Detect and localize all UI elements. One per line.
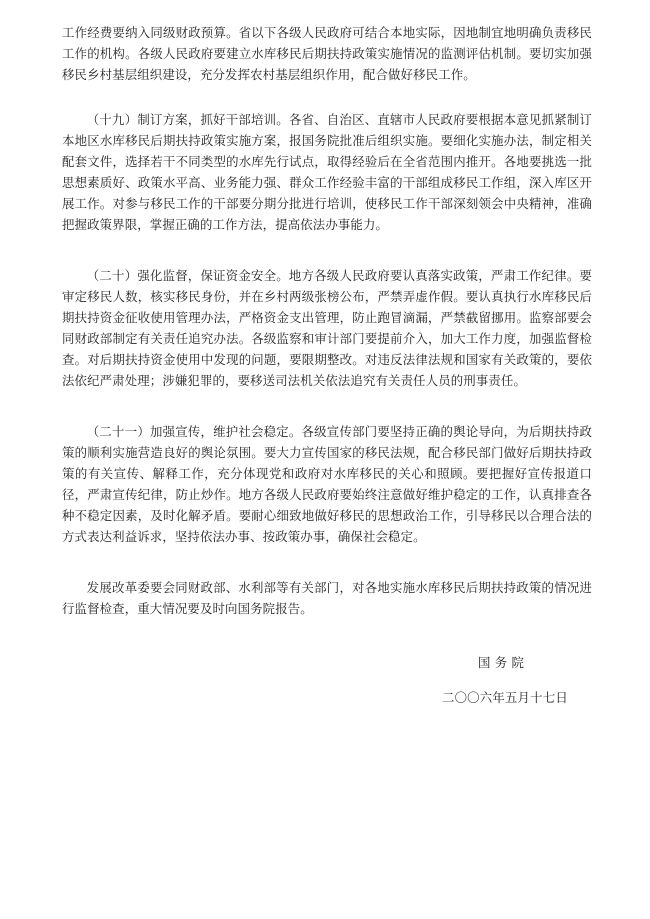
paragraph-continuation: 工作经费要纳入同级财政预算。省以下各级人民政府可结合本地实际，因地制宜地明确负责移民工作的机构。各级人民政府要建立水库移民后期扶持政策实施情况的监测评估机制。要切实加强移民乡村基层组织建设，充分发挥农村基层组织作用，配合做好移民工作。 <box>62 25 592 82</box>
paragraph-closing: 发展改革委要会同财政部、水利部等有关部门，对各地实施水库移民后期扶持政策的情况进行监督检查，重大情况要及时向国务院报告。 <box>62 580 592 616</box>
paragraph-item-19: （十九）制订方案，抓好干部培训。各省、自治区、直辖市人民政府要根据本意见抓紧制订本地区水库移民后期扶持政策实施方案，报国务院批准后组织实施。要细化实施办法，制定相关配套文件，选择若干不同类型的水库先行试点，取得经验后在全省范围内推开。各地要挑选一批思想素质好、政策水平高、业务能力强、群众工作经验丰富的干部组成移民工作组，深入库区开展工作。对参与移民工作的干部要分期分批进行培训，使移民工作干部深刻领会中央精神，准确把握政策界限，掌握正确的工作方法，提高依法办事能力。 <box>62 112 592 232</box>
paragraph-item-21: （二十一）加强宣传，维护社会稳定。各级宣传部门要坚持正确的舆论导向，为后期扶持政策的顺利实施营造良好的舆论氛围。要大力宣传国家的移民法规，配合移民部门做好后期扶持政策的有关宣传、解释工作，充分体现党和政府对水库移民的关心和照顾。要把握好宣传报道口径，严肃宣传纪律，防止炒作。地方各级人民政府要始终注意做好维护稳定的工作，认真排查各种不稳定因素，及时化解矛盾。要耐心细致地做好移民的思想政治工作，引导移民以合理合法的方式表达利益诉求，坚持依法办事、按政策办事，确保社会稳定。 <box>62 424 592 544</box>
document-body <box>62 22 592 649</box>
paragraph-item-20: （二十）强化监督，保证资金安全。地方各级人民政府要认真落实政策，严肃工作纪律。要审定移民人数，核实移民身份，并在乡村两级张榜公布，严禁弄虚作假。要认真执行水库移民后期扶持资金征收使用管理办法，严格资金支出管理，防止跑冒滴漏，严禁截留挪用。监察部要会同财政部制定有关责任追究办法。各级监察和审计部门要提前介入，加大工作力度，加强监督检查。对后期扶持资金使用中发现的问题，要限期整改。对违反法律法规和国家有关政策的，要依法依纪严肃处理；涉嫌犯罪的，要移送司法机关依法追究有关责任人员的刑事责任。 <box>62 268 592 388</box>
signature-organization: 国 务 院 <box>478 655 525 670</box>
signature-date: 二〇〇六年五月十七日 <box>442 690 568 705</box>
